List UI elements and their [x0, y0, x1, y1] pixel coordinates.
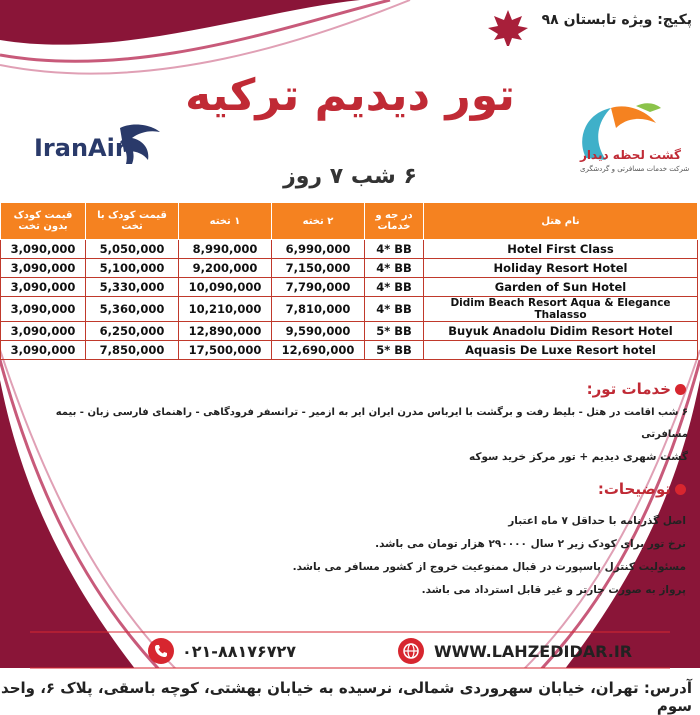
cell-child-bed: 5,330,000: [86, 278, 179, 297]
notes-line: پرواز به صورت چارتر و غیر قابل استرداد می باشد.: [421, 584, 686, 596]
cell-single: 17,500,000: [179, 341, 272, 360]
cell-single: 10,090,000: [179, 278, 272, 297]
notes-line: مسئولیت کنترل پاسپورت در قبال ممنوعیت خروج از کشور مسافر می باشد.: [292, 561, 686, 573]
services-text: [8, 402, 688, 468]
bullet-icon: [675, 384, 686, 395]
cell-child-bed: 6,250,000: [86, 322, 179, 341]
agency-subtitle: شرکت خدمات مسافرتی و گردشگری: [580, 165, 690, 173]
cell-grade: 4* BB: [365, 240, 424, 259]
cell-hotel: Hotel First Class: [424, 240, 698, 259]
price-table: [0, 202, 698, 360]
cell-child-nobed: 3,090,000: [1, 322, 86, 341]
airline-name: IranAir: [34, 134, 127, 162]
services-heading: [587, 380, 686, 398]
cell-child-nobed: 3,090,000: [1, 341, 86, 360]
table-row: [1, 278, 698, 297]
cell-grade: 4* BB: [365, 297, 424, 322]
cell-child-nobed: 3,090,000: [1, 240, 86, 259]
notes-line: اصل گذرنامه با حداقل ۷ ماه اعتبار: [508, 515, 686, 527]
bullet-icon: [675, 484, 686, 495]
services-line: ۶ شب اقامت در هتل - بلیط رفت و برگشت با ایرباس مدرن ایران ایر به ازمیر - ترانسفر فرودگاهی - راهنمای فارسی زبان - بیمه مسافرتی: [55, 407, 688, 440]
cell-child-bed: 5,050,000: [86, 240, 179, 259]
notes-heading-text: توضیحات:: [597, 480, 671, 498]
cell-hotel: Didim Beach Resort Aqua & Elegance Thalasso: [424, 297, 698, 322]
agency-name: گشت لحظه دیدار: [580, 148, 681, 162]
table-header-row: [1, 203, 698, 240]
cell-double: 7,810,000: [272, 297, 365, 322]
cell-single: 10,210,000: [179, 297, 272, 322]
cell-hotel: Aquasis De Luxe Resort hotel: [424, 341, 698, 360]
notes-line: نرخ تور برای کودک زیر ۲ سال ۲۹۰۰۰۰ هزار تومان می باشد.: [375, 538, 686, 550]
table-row: [1, 322, 698, 341]
website-link[interactable]: WWW.LAHZEDIDAR.IR: [434, 642, 633, 661]
cell-hotel: Holiday Resort Hotel: [424, 259, 698, 278]
table-row: [1, 341, 698, 360]
col-child-nobed: قیمت کودک بدون تخت: [1, 203, 86, 240]
cell-grade: 4* BB: [365, 259, 424, 278]
table-row: [1, 297, 698, 322]
col-child-bed: قیمت کودک با تخت: [86, 203, 179, 240]
notes-heading: [598, 480, 686, 498]
phone-icon: [148, 638, 174, 664]
services-line: گشت شهری دیدیم + تور مرکز خرید سوکه: [468, 451, 688, 463]
cell-child-nobed: 3,090,000: [1, 297, 86, 322]
cell-hotel: Garden of Sun Hotel: [424, 278, 698, 297]
cell-double: 7,790,000: [272, 278, 365, 297]
services-heading-text: خدمات تور:: [586, 380, 671, 398]
cell-single: 9,200,000: [179, 259, 272, 278]
cell-grade: 5* BB: [365, 322, 424, 341]
address: آدرس: تهران، خیابان سهروردی شمالی، نرسیده به خیابان بهشتی، کوچه باسقی، پلاک ۶، واحد سوم: [1, 679, 692, 715]
cell-child-bed: 7,850,000: [86, 341, 179, 360]
col-grade: در جه و خدمات: [365, 203, 424, 240]
cell-grade: 5* BB: [365, 341, 424, 360]
col-single: ۱ تخته: [179, 203, 272, 240]
cell-grade: 4* BB: [365, 278, 424, 297]
table-row: [1, 259, 698, 278]
cell-child-nobed: 3,090,000: [1, 259, 86, 278]
phone-number[interactable]: ۰۲۱-۸۸۱۷۶۷۲۷: [182, 642, 297, 661]
package-label: پکیج: ویژه تابستان ۹۸: [541, 12, 692, 28]
col-double: ۲ تخته: [272, 203, 365, 240]
cell-double: 6,990,000: [272, 240, 365, 259]
table-row: [1, 240, 698, 259]
notes-text: [126, 510, 686, 602]
page-title: تور دیدیم ترکیه: [185, 70, 515, 121]
cell-single: 8,990,000: [179, 240, 272, 259]
globe-icon: [398, 638, 424, 664]
cell-double: 12,690,000: [272, 341, 365, 360]
maple-leaf-icon: [486, 8, 530, 48]
cell-child-nobed: 3,090,000: [1, 278, 86, 297]
cell-single: 12,890,000: [179, 322, 272, 341]
col-hotel: نام هتل: [424, 203, 698, 240]
cell-child-bed: 5,360,000: [86, 297, 179, 322]
tour-duration: ۶ شب ۷ روز: [283, 164, 417, 189]
cell-hotel: Buyuk Anadolu Didim Resort Hotel: [424, 322, 698, 341]
cell-double: 9,590,000: [272, 322, 365, 341]
cell-child-bed: 5,100,000: [86, 259, 179, 278]
cell-double: 7,150,000: [272, 259, 365, 278]
agency-logo-icon: [566, 98, 676, 188]
